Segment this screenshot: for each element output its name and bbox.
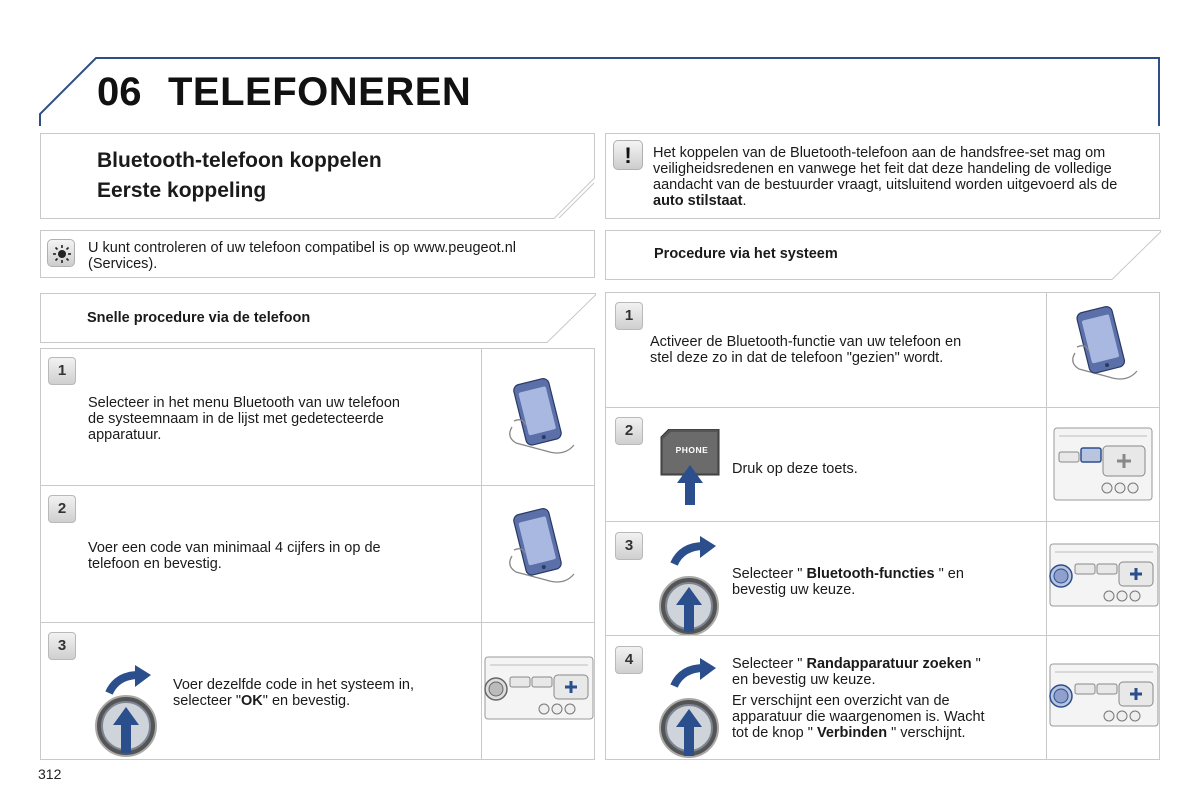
step-text-line: Activeer de Bluetooth-functie van uw telefoon en <box>650 334 962 350</box>
system-procedure-heading: Procedure via het systeem <box>654 246 838 262</box>
radio-panel-icon <box>1046 522 1161 635</box>
right-step-1 <box>605 292 1160 408</box>
tip-line1: U kunt controleren of uw telefoon compatibel is op www.peugeot.nl <box>88 240 516 256</box>
radio-panel-icon <box>1046 408 1161 521</box>
phone-hand-icon <box>481 486 596 622</box>
tip-box <box>40 230 595 278</box>
text-part-bold: Randapparatuur zoeken <box>806 656 972 672</box>
tip-line2: (Services). <box>88 256 158 272</box>
chapter-number: 06 <box>97 70 142 114</box>
warning-text <box>653 145 1145 209</box>
step-text-line: apparatuur. <box>88 427 162 443</box>
text-part: " en bevestig. <box>262 693 351 709</box>
step-number-badge: 4 <box>615 646 643 674</box>
section-title-line2: Eerste koppeling <box>97 179 267 202</box>
left-step-2 <box>40 485 595 623</box>
left-step-3 <box>40 622 595 760</box>
rotary-knob-icon <box>658 650 738 760</box>
step-text-line <box>173 693 350 709</box>
step-text-line: bevestig uw keuze. <box>732 582 856 598</box>
text-part-bold: Bluetooth-functies <box>806 566 935 582</box>
phone-procedure-heading: Snelle procedure via de telefoon <box>87 310 311 326</box>
step-text-line: en bevestig uw keuze. <box>732 672 876 688</box>
rotary-knob-icon <box>91 643 171 758</box>
text-part: Selecteer " <box>732 656 807 672</box>
step-number-badge: 1 <box>48 357 76 385</box>
step-text-line: de systeemnaam in de lijst met gedetecteerde <box>88 411 384 427</box>
step-text-line: apparatuur die waargenomen is. Wacht <box>732 709 985 725</box>
rotary-knob-icon <box>658 528 738 636</box>
step-text-line: Druk op deze toets. <box>732 461 858 477</box>
step-number-badge: 3 <box>48 632 76 660</box>
step-text-line: Voer een code van minimaal 4 cijfers in op de <box>88 540 381 556</box>
phone-procedure-heading-box <box>40 293 596 343</box>
text-part: " en <box>934 566 964 582</box>
text-part: " verschijnt. <box>887 725 966 741</box>
phone-hand-icon <box>481 349 596 485</box>
step-text-line: Selecteer in het menu Bluetooth van uw telefoon <box>88 395 400 411</box>
step-text-line: Voer dezelfde code in het systeem in, <box>173 677 415 693</box>
step-text-line <box>732 566 964 582</box>
right-step-4 <box>605 635 1160 760</box>
left-step-1 <box>40 348 595 486</box>
text-part-bold: Verbinden <box>816 725 888 741</box>
text-part-bold: OK <box>241 693 263 709</box>
right-step-3 <box>605 521 1160 636</box>
right-step-2 <box>605 407 1160 522</box>
section-title-line1: Bluetooth-telefoon koppelen <box>97 149 382 172</box>
section-title-box <box>40 133 595 219</box>
exclamation-icon: ! <box>613 140 643 170</box>
phone-hand-icon <box>1046 293 1161 407</box>
step-number-badge: 3 <box>615 532 643 560</box>
step-text-line: telefoon en bevestig. <box>88 556 222 572</box>
system-procedure-heading-box <box>605 230 1161 280</box>
chapter-title: TELEFONEREN <box>168 70 472 114</box>
step-number-badge: 2 <box>48 495 76 523</box>
text-part: selecteer " <box>173 693 242 709</box>
step-text-line: Er verschijnt een overzicht van de <box>732 693 950 709</box>
step-text-line: stel deze zo in dat de telefoon "gezien" wordt. <box>650 350 944 366</box>
page-number: 312 <box>38 766 62 782</box>
warning-text-bold: auto stilstaat <box>653 193 743 209</box>
text-part: Selecteer " <box>732 566 807 582</box>
warning-text-main: Het koppelen van de Bluetooth-telefoon aan de handsfree-set mag om veiligheidsredenen en vanwege het feit dat deze handeling de volledige aandacht van de bestuurder vraagt, uitsluitend worden uitgevoerd als de <box>653 145 1118 193</box>
sun-icon <box>47 239 75 267</box>
phone-button-icon <box>659 429 721 507</box>
warning-text-end: . <box>742 193 747 209</box>
radio-panel-icon <box>1046 636 1161 759</box>
radio-panel-icon <box>481 623 596 759</box>
step-text-line <box>732 656 981 672</box>
text-part: " <box>971 656 981 672</box>
text-part: tot de knop " <box>732 725 817 741</box>
warning-box <box>605 133 1160 219</box>
step-number-badge: 1 <box>615 302 643 330</box>
step-number-badge: 2 <box>615 417 643 445</box>
step-text-line <box>732 725 966 741</box>
phone-button-label: PHONE <box>675 445 709 455</box>
